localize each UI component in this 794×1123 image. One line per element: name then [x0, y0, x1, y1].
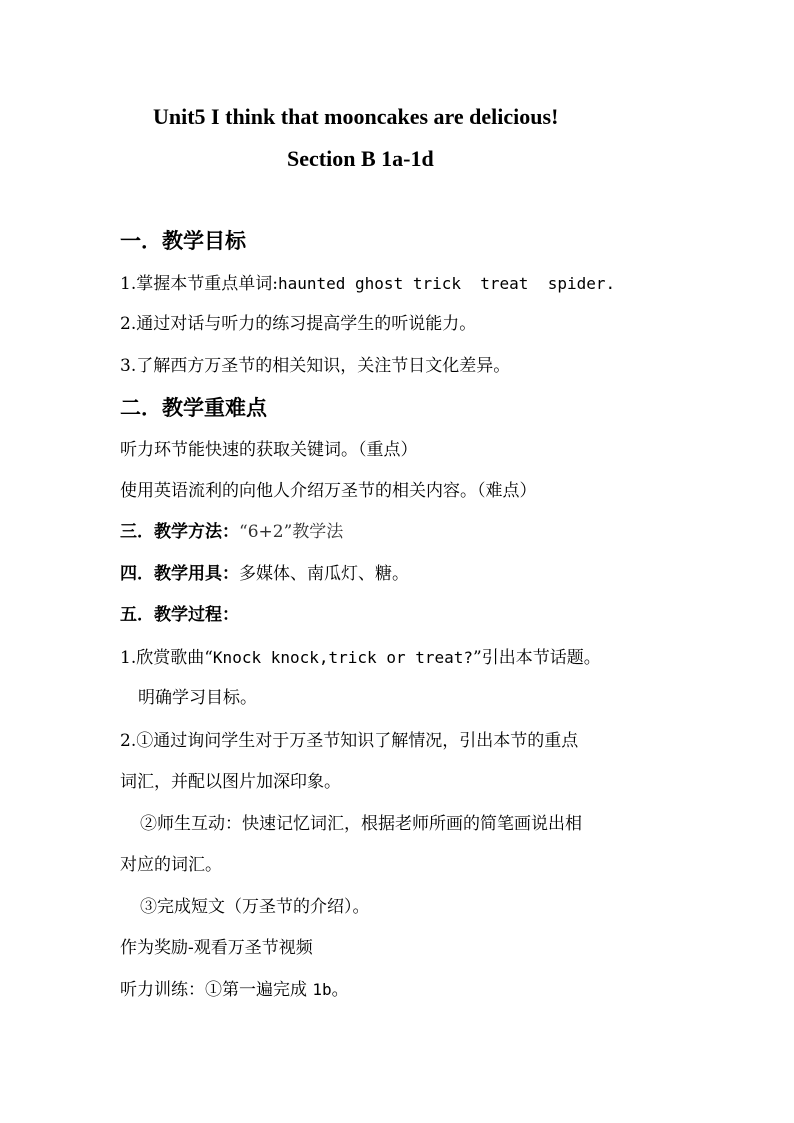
- objectives-heading: 一．教学目标: [120, 229, 246, 253]
- process-step-2-line-3: ②师生互动：快速记忆词汇，根据老师所画的简笔画说出相: [140, 814, 582, 834]
- key-point-difficulty: 使用英语流利的向他人介绍万圣节的相关内容。（难点）: [120, 481, 537, 501]
- listening-line: [120, 982, 349, 999]
- key-point-focus: 听力环节能快速的获取关键词。（重点）: [120, 440, 418, 460]
- process-step-2-line-1: 2.①通过询问学生对于万圣节知识了解情况，引出本节的重点: [120, 731, 579, 751]
- method-line: [120, 524, 343, 541]
- listening-prefix: 听力训练：①第一遍完成: [120, 980, 313, 1000]
- process-step-2-line-2: 词汇，并配以图片加深印象。: [120, 772, 341, 792]
- objective-item-1-prefix: 1.: [120, 274, 137, 294]
- process-step-2-line-4: 对应的词汇。: [120, 855, 222, 875]
- section-title: Section B 1a-1d: [287, 146, 434, 171]
- process-step-1-cont: 明确学习目标。: [138, 688, 257, 708]
- process-step-2-line-5: ③完成短文（万圣节的介绍）。: [140, 897, 370, 917]
- process-step-1-prefix: 1.欣赏歌曲“: [120, 648, 213, 668]
- reward-line: 作为奖励-观看万圣节视频: [120, 938, 313, 958]
- process-heading-label: 五．教学过程：: [120, 605, 239, 625]
- objective-item-1-text: 掌握本节重点单词:: [136, 274, 278, 294]
- objective-item-1: [120, 276, 615, 293]
- objective-item-3: 3.了解西方万圣节的相关知识，关注节日文化差异。: [120, 356, 511, 376]
- process-heading: [120, 607, 239, 624]
- unit-title: Unit5 I think that mooncakes are delicious!: [153, 104, 559, 129]
- objective-item-2: 2.通过对话与听力的练习提高学生的听说能力。: [120, 314, 477, 334]
- listening-suffix: 。: [331, 980, 349, 1000]
- tools-line: [120, 566, 409, 583]
- process-step-1-song: Knock knock,trick or treat?: [212, 648, 474, 667]
- tools-value: 多媒体、南瓜灯、糖。: [239, 564, 409, 584]
- process-step-1: [120, 650, 601, 667]
- process-step-1-suffix: ”引出本节话题。: [473, 648, 601, 668]
- tools-label: 四．教学用具：: [120, 564, 239, 584]
- listening-code: 1b: [312, 980, 332, 999]
- key-points-heading: 二．教学重难点: [120, 396, 267, 420]
- objective-item-1-words: haunted ghost trick treat spider.: [277, 274, 616, 293]
- method-label: 三．教学方法：: [120, 522, 239, 542]
- method-value: “6+2”教学法: [239, 522, 344, 542]
